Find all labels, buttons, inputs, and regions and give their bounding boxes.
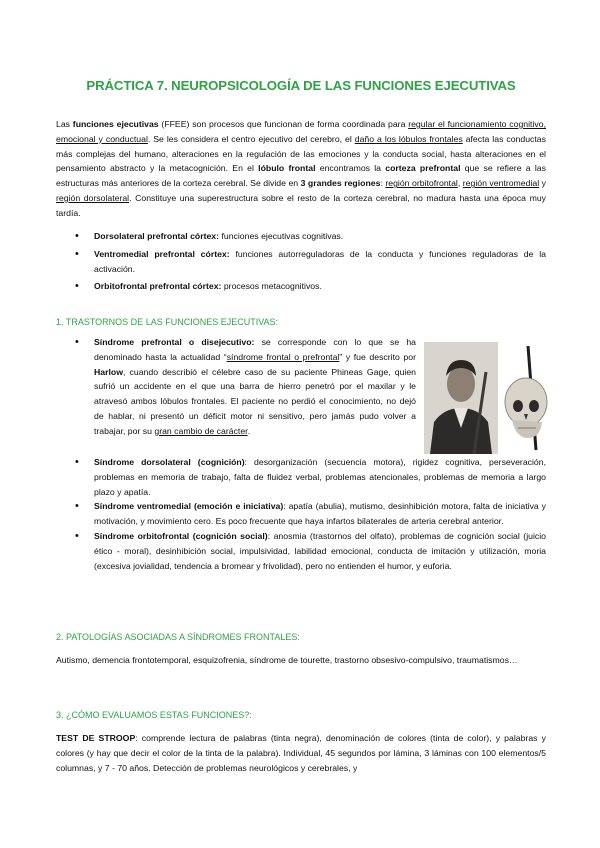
text: , cuando describió el célebre caso de su paciente Phineas Gage, quien sufrió un accidente en el que una barra de hierro penetró por el maxilar y le atravesó ambos lóbulos frontales. El paciente no perdió el conocimiento, no dejó de hablar, ni presentó un déficit motor ni sensitivo, pero jamás pudo volver a trabajar, por su — [94, 366, 416, 436]
underlined-text: daño a los lóbulos frontales — [354, 133, 463, 144]
text: : comprende lectura de palabras (tinta negra), denominación de colores (tinta de color), y palabras y colores (y hay que decir el color de la tinta de la palabra). Individual, 45 segundos por lámina, 3 láminas con 100 elementos/5 columnas, y 7 - 70 años. Detección de problemas neurológicos y cerebrales, y — [56, 733, 546, 773]
bold-text: TEST DE STROOP — [56, 733, 136, 743]
text: que se refiere a las estructuras más anteriores de la corteza cerebral. Se divide en — [56, 163, 546, 189]
syndrome-list-top — [56, 335, 416, 439]
term: Síndrome orbitofrontal (cognición social) — [94, 530, 268, 541]
list-item — [56, 247, 546, 277]
underlined-text: regular el funcionamiento cognitivo, emocional y conductual — [56, 119, 546, 144]
bold-text: corteza prefrontal — [385, 163, 461, 174]
text: se corresponde con lo que se ha denominado hasta la actualidad “ — [94, 337, 417, 362]
term: Dorsolateral prefrontal córtex: — [94, 231, 220, 241]
text: (FFEE) son procesos que funcionan de forma coordinada para — [158, 119, 409, 129]
term: Orbitofrontal prefrontal córtex: — [94, 281, 222, 292]
text: . Se les considera el centro ejecutivo del cerebro, el — [147, 133, 355, 144]
phineas-gage-photo — [424, 342, 550, 454]
list-item — [56, 229, 546, 244]
description: procesos metacognitivos. — [221, 281, 322, 292]
text: . Constituye una superestructura sobre el resto de la corteza cerebral, no madura hasta una época muy tardía. — [56, 192, 546, 218]
text: afecta las conductas más complejas del humano, alteraciones en la regulación de las emociones y la conducta social, hasta alteraciones en el pensamiento abstracto y la metacognición. En el — [56, 133, 546, 174]
description: : apatía (abulia), mutismo, desinhibición motora, falta de iniciativa y motivación, y movimiento cero. Es poco frecuente que haya infartos bilaterales de arteria cerebral anterior. — [94, 501, 546, 527]
text: encontramos la — [315, 163, 386, 174]
page-title: PRÁCTICA 7. NEUROPSICOLOGÍA DE LAS FUNCIONES EJECUTIVAS — [86, 78, 516, 93]
text: Las — [56, 119, 73, 129]
underlined-text: gran cambio de carácter — [154, 425, 248, 436]
portrait-face — [447, 366, 475, 402]
syndrome-list — [56, 455, 546, 573]
list-item — [56, 335, 416, 439]
photo-illustration — [424, 342, 550, 454]
list-item — [56, 455, 546, 499]
term: Síndrome ventromedial (emoción e iniciativa) — [94, 501, 284, 512]
section-heading: 2. PATOLOGÍAS ASOCIADAS A SÍNDROMES FRONTALES: — [56, 632, 300, 642]
underlined-text: síndrome frontal o prefrontal — [226, 351, 340, 362]
section3-paragraph — [56, 731, 546, 775]
bold-text: 3 grandes regiones — [300, 178, 381, 189]
list-item — [56, 499, 546, 529]
underlined-text: región orbitofrontal — [385, 178, 458, 189]
bold-text: lóbulo frontal — [258, 163, 316, 174]
bold-text: Harlow — [94, 366, 123, 377]
text: . — [247, 425, 250, 436]
text: ” y fue descrito por — [339, 351, 416, 362]
text: y — [539, 178, 546, 189]
bold-text: funciones ejecutivas — [72, 119, 159, 129]
underlined-text: región dorsolateral — [56, 192, 130, 203]
description: : desorganización (secuencia motora), rigidez cognitiva, perseveración, problemas en memoria de trabajo, falta de fluidez verbal, problemas atencionales, problemas de memoria a largo plazo y apatía. — [94, 457, 546, 497]
term: Síndrome dorsolateral (cognición) — [94, 457, 245, 467]
section-heading: 1. TRASTORNOS DE LAS FUNCIONES EJECUTIVAS: — [56, 317, 279, 327]
description: funciones autorreguladoras de la conducta y funciones reguladoras de la activación. — [94, 248, 546, 274]
skull-eye-right — [529, 400, 539, 412]
list-item — [56, 279, 546, 294]
text: : — [380, 178, 386, 189]
regions-list — [56, 229, 546, 294]
description: : anosmia (trastornos del olfato), problemas de cognición social (juicio ético - moral), desinhibición social, impulsividad, labilidad emocional, conducta de imitación y utilización, moria (excesiva jovialidad, tendencia a bromear y frivolidad), pero no entienden el humor, y euforia. — [94, 530, 546, 571]
section2-paragraph: Autismo, demencia frontotemporal, esquizofrenia, síndrome de tourette, trastorno obsesivo-compulsivo, traumatismos… — [56, 655, 518, 665]
underlined-text: región ventromedial — [462, 178, 540, 189]
list-item — [56, 529, 546, 573]
description: funciones ejecutivas cognitivas. — [219, 231, 344, 241]
term: Ventromedial prefrontal córtex: — [94, 248, 230, 259]
term: Síndrome prefrontal o disejecutivo: — [94, 337, 255, 347]
text: , — [457, 178, 463, 189]
intro-paragraph — [56, 117, 546, 221]
section-heading: 3. ¿CÓMO EVALUAMOS ESTAS FUNCIONES?: — [56, 710, 252, 720]
skull-eye-left — [513, 400, 523, 412]
